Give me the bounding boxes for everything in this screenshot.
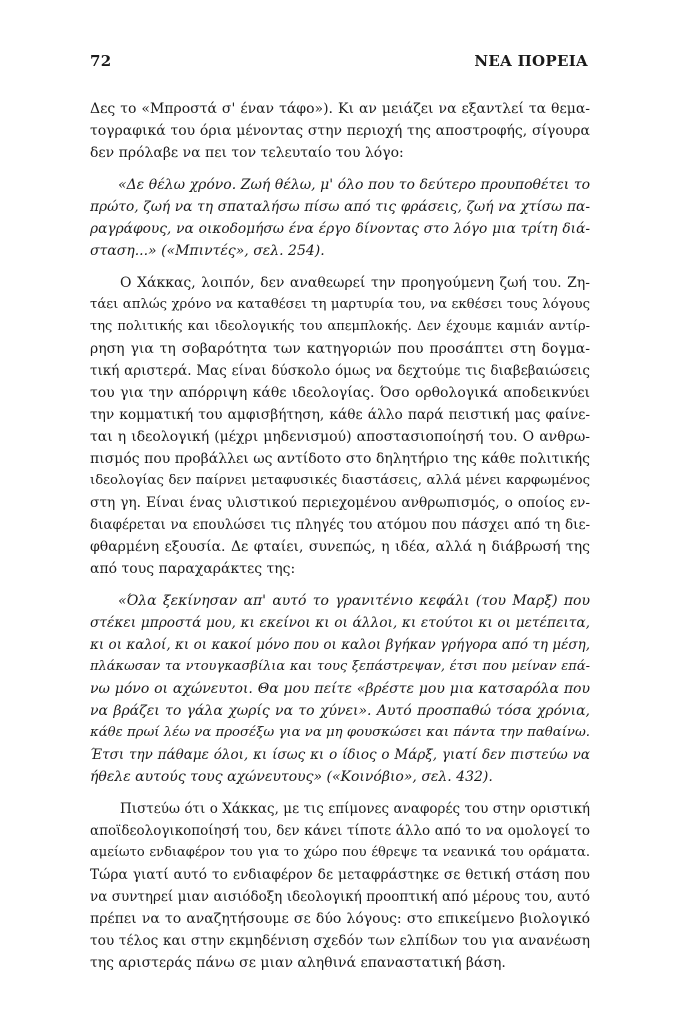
block-quote-1 <box>90 174 590 262</box>
quote-line: «Όλα ξεκίνησαν απ' αυτό το γρανιτένιο κεφάλι (του Μαρξ) που <box>118 593 590 609</box>
text-line: την κομματική του αμφισβήτηση, κάθε άλλο παρά πειστική μας φαίνε- <box>90 407 590 423</box>
text-line: ται η ιδεολογική (μέχρι μηδενισμού) αποστασιοποίησή του. Ο ανθρω- <box>90 429 590 445</box>
quote-line: ραγράφους, να οικοδομήσω ένα έργο δίνοντας στο λόγο μια τρίτη διά- <box>90 221 590 237</box>
quote-line: σταση...» («Μπιντές», σελ. 254). <box>90 243 325 259</box>
text-line: του για την απόρριψη κάθε ιδεολογίας. Όσο ορθολογικά αποδεικνύει <box>90 385 590 401</box>
paragraph-1 <box>90 98 590 164</box>
quote-line: να βράζει το γάλα χωρίς να το χύνει». Αυτό προσπαθώ τόσα χρόνια, <box>90 703 590 719</box>
quote-line: ήθελε αυτούς τους αχώνευτους» («Κοινόβιο», σελ. 432). <box>90 769 493 785</box>
paragraph-2 <box>90 272 590 580</box>
quote-line: «Δε θέλω χρόνο. Ζωή θέλω, μ' όλο που το δεύτερο προυποθέτει το <box>118 177 590 193</box>
quote-line: στέκει μπροστά μου, κι εκείνοι κι οι άλλοι, κι ετούτοι κι οι μετέπειτα, <box>90 615 590 631</box>
text-line: Τώρα γιατί αυτό το ενδιαφέρον δε μεταφράστηκε σε θετική στάση που <box>90 867 590 883</box>
quote-line: πλάκωσαν τα ντουγκασβίλια και τους ξεπάστρεψαν, έτσι που μείναν επά- <box>90 659 590 674</box>
quote-line: πρώτο, ζωή να τη σπαταλήσω πίσω από τις φράσεις, ζωή να χτίσω πα- <box>90 199 590 215</box>
text-line: φθαρμένη εξουσία. Δε φταίει, συνεπώς, η ιδέα, αλλά η διάβρωσή της <box>90 539 590 555</box>
text-line: της αριστεράς πάνω σε μιαν αληθινά επαναστατική βάση. <box>90 955 506 971</box>
paragraph-3 <box>90 798 590 974</box>
text-line: πρέπει να το αναζητήσουμε σε δύο λόγους: στο επικείμενο βιολογικό <box>90 911 590 927</box>
text-line: της πολιτικής και ιδεολογικής του απεμπλοκής. Δεν έχουμε καμιάν αντίρ- <box>90 319 590 334</box>
text-line: να συντηρεί μιαν αισιόδοξη ιδεολογική προοπτική από μέρους του, αυτό <box>90 889 590 905</box>
text-line: του τέλος και στην εκμηδένιση σχεδόν των ελπίδων του για ανανέωση <box>90 933 590 949</box>
quote-line: κάθε πρωί λέω να προσέξω για να μη φουσκώσει και πάντα την παθαίνω. <box>90 725 590 740</box>
text-line: τογραφικά του όρια μένοντας στην περιοχή της αποστροφής, σίγουρα <box>90 123 590 139</box>
text-line: από τους παραχαράκτες της: <box>90 561 296 577</box>
text-line: τική αριστερά. Μας είναι δύσκολο όμως να δεχτούμε τις διαβεβαιώσεις <box>90 363 590 379</box>
text-line: Δες το «Μπροστά σ' έναν τάφο»). Κι αν μειάζει να εξαντλεί τα θεμα- <box>90 101 590 117</box>
block-quote-2 <box>90 590 590 788</box>
text-line: αμείωτο ενδιαφέρον του για το χώρο που έθρεψε τα νεανικά του οράματα. <box>90 845 590 860</box>
page-number: 72 <box>90 52 112 70</box>
text-line: Ο Χάκκας, λοιπόν, δεν αναθεωρεί την προηγούμενη ζωή του. Ζη- <box>120 275 590 291</box>
text-line: τάει απλώς χρόνο να καταθέσει τη μαρτυρία του, να εκθέσει τους λόγους <box>90 297 590 312</box>
text-line: ρηση για τη σοβαρότητα των κατηγοριών που προσάπτει στη δογμα- <box>90 341 590 357</box>
running-header <box>90 52 588 72</box>
quote-line: κι οι καλοί, κι οι κακοί μόνο που οι καλοι βγήκαν γρήγορα από τη μέση, <box>90 637 590 653</box>
text-line: διαφέρεται να επουλώσει τις πληγές του ατόμου που πάσχει από τη διε- <box>90 517 590 533</box>
running-title: ΝΕΑ ΠΟΡΕΙΑ <box>474 52 588 70</box>
body-text <box>90 98 590 974</box>
text-line: Πιστεύω ότι ο Χάκκας, με τις επίμονες αναφορές του στην οριστική <box>120 801 590 817</box>
text-line: ιδεολογίας δεν παίρνει μεταφυσικές διαστάσεις, αλλά μένει καρφωμένος <box>90 473 590 488</box>
quote-line: Έτσι την πάθαμε όλοι, κι ίσως κι ο ίδιος ο Μάρξ, γιατί δεν πιστεύω να <box>90 747 590 763</box>
quote-line: νω μόνο οι αχώνευτοι. Θα μου πείτε «βρέστε μου μια κατσαρόλα που <box>90 681 590 697</box>
text-line: αποϊδεολογικοποίησή του, δεν κάνει τίποτε άλλο από το να ομολογεί το <box>90 823 590 839</box>
text-line: δεν πρόλαβε να πει τον τελευταίο του λόγο: <box>90 145 404 161</box>
text-line: πισμός που προβάλλει ως αντίδοτο στο δηλητήριο της κάθε πολιτικής <box>90 451 590 467</box>
text-line: στη γη. Είναι ένας υλιστικού περιεχομένου ανθρωπισμός, ο οποίος εν- <box>90 495 590 511</box>
